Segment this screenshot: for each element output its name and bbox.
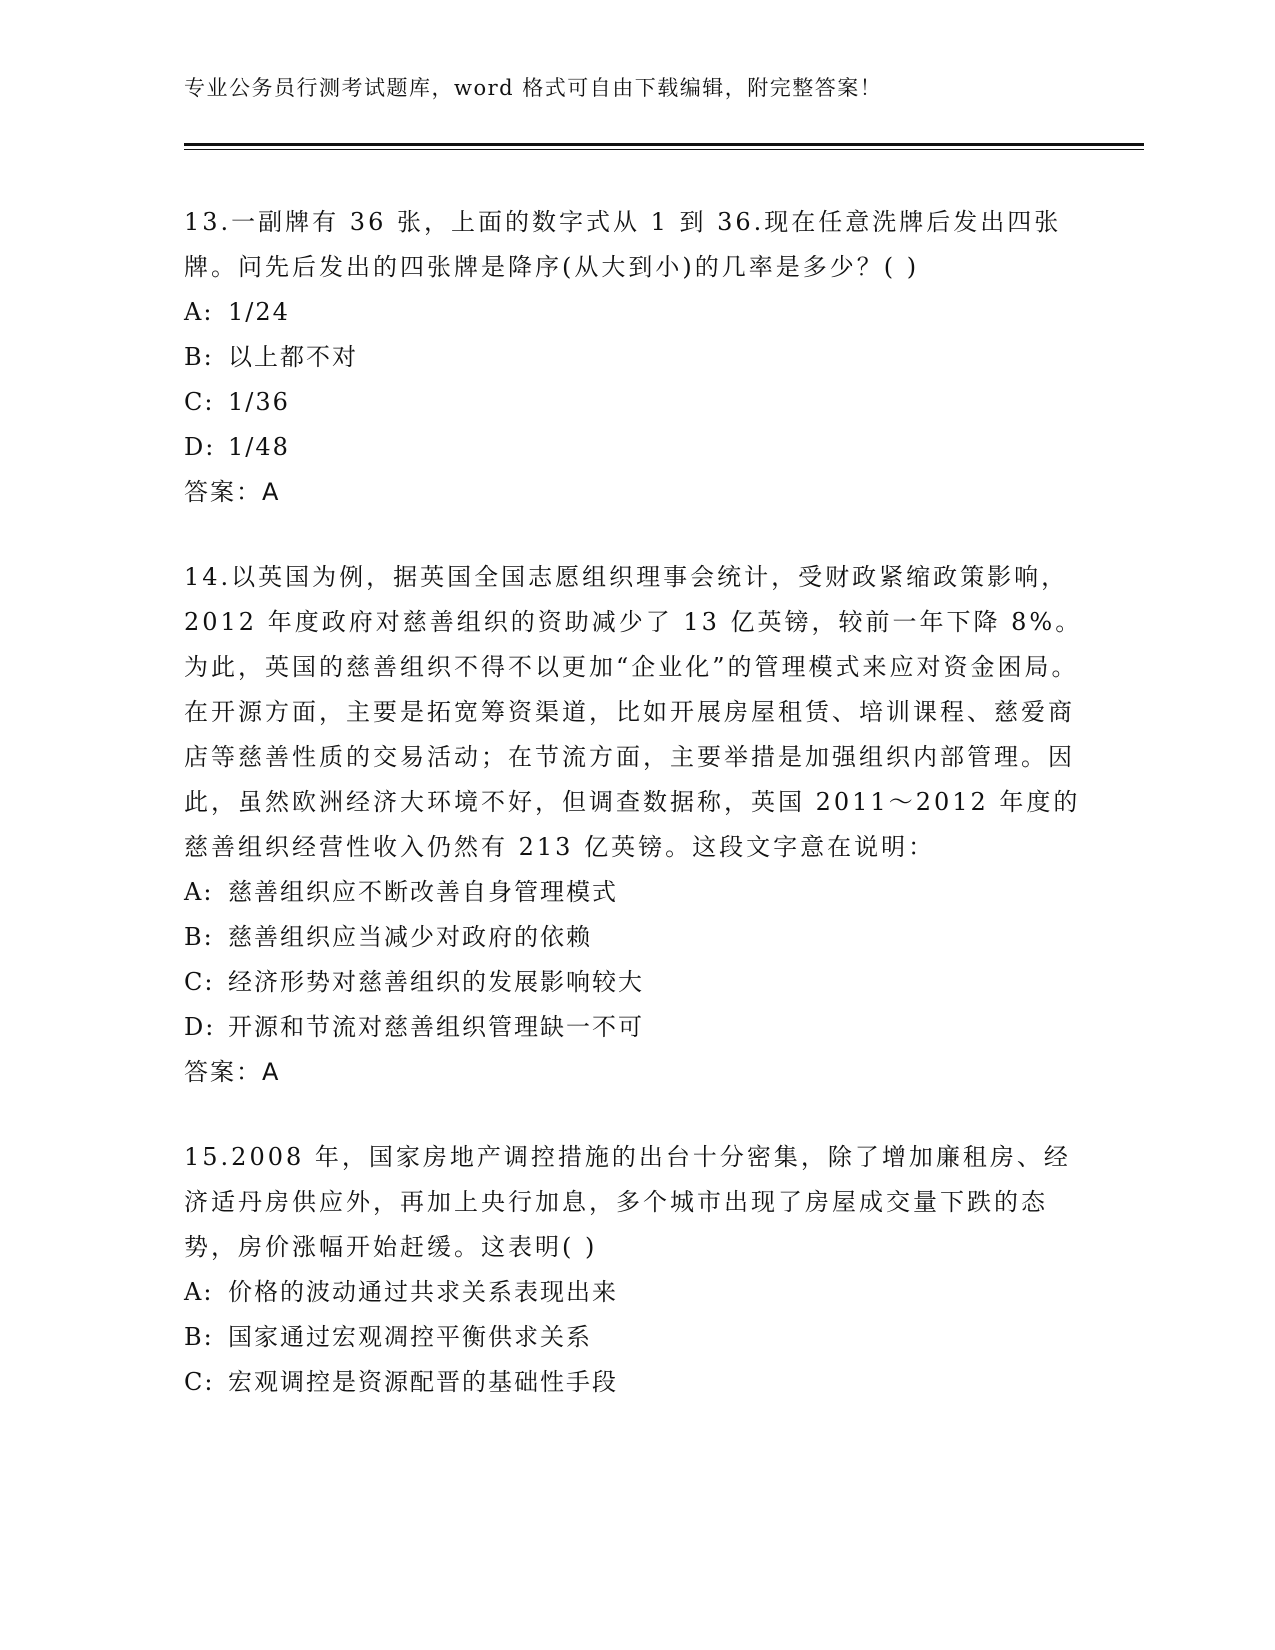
question-text: 15.2008 年，国家房地产调控措施的出台十分密集，除了增加廉租房、经济适丹房供应外，再加上央行加息，多个城市出现了房屋成交量下跌的态势，房价涨幅开始赶缓。这表明( ): [184, 1143, 1071, 1261]
option-text: 慈善组织应不断改善自身管理模式: [228, 878, 618, 906]
option-text: 国家通过宏观凋控平衡供求关系: [228, 1323, 592, 1351]
answer-line: 答案：A: [184, 1058, 281, 1086]
option-a: [184, 290, 1084, 335]
option-a: [184, 870, 1084, 915]
question-text: 14.以英国为例，据英国全国志愿组织理事会统计，受财政紧缩政策影响，2012 年度政府对慈善组织的资助减少了 13 亿英镑，较前一年下降 8%。为此，英国的慈善组织不得不以更加“企业化”的管理模式来应对资金困局。在开源方面，主要是拓宽筹资渠道，比如开展房屋租赁、培训课程、慈爱商店等慈善性质的交易活动；在节流方面，主要举措是加强组织内部管理。因此，虽然欧洲经济大环境不好，但调查数据称，英国 2011～2012 年度的慈善组织经营性收入仍然有 213 亿英镑。这段文字意在说明：: [184, 563, 1083, 861]
option-text: 1/48: [228, 433, 290, 461]
header-divider-thin: [184, 149, 1144, 150]
option-text: 宏观调控是资源配晋的基础性手段: [228, 1368, 618, 1396]
option-text: 1/24: [228, 298, 290, 326]
question-text: 13.一副牌有 36 张，上面的数字式从 1 到 36.现在任意洗牌后发出四张牌。问先后发出的四张牌是降序(从大到小)的几率是多少？( ): [184, 208, 1062, 281]
option-letter: C:: [184, 1368, 215, 1396]
option-text: 以上都不对: [228, 343, 358, 371]
option-letter: D:: [184, 433, 216, 461]
question-14: [184, 555, 1084, 1095]
option-a: [184, 1270, 1084, 1315]
header-divider-thick: [184, 143, 1144, 146]
option-letter: B:: [184, 343, 214, 371]
question-13: [184, 200, 1084, 515]
option-letter: B:: [184, 1323, 214, 1351]
option-text: 慈善组织应当减少对政府的依赖: [228, 923, 592, 951]
option-text: 开源和节流对慈善组织管理缺一不可: [228, 1013, 644, 1041]
option-b: [184, 335, 1084, 380]
option-letter: D:: [184, 1013, 216, 1041]
option-text: 经济形势对慈善组织的发展影响较大: [228, 968, 644, 996]
option-letter: C:: [184, 968, 215, 996]
option-c: [184, 380, 1084, 425]
option-b: [184, 1315, 1084, 1360]
option-d: [184, 1005, 1084, 1050]
option-text: 价格的波动通过共求关系表现出来: [228, 1278, 618, 1306]
option-b: [184, 915, 1084, 960]
option-d: [184, 425, 1084, 470]
option-letter: A:: [184, 298, 214, 326]
option-letter: C:: [184, 388, 215, 416]
page-header: 专业公务员行测考试题库，word 格式可自由下载编辑，附完整答案！: [184, 76, 883, 100]
answer-line: 答案：A: [184, 478, 281, 506]
option-letter: B:: [184, 923, 214, 951]
option-c: [184, 960, 1084, 1005]
option-text: 1/36: [228, 388, 290, 416]
option-c: [184, 1360, 1084, 1405]
question-15: [184, 1135, 1084, 1405]
option-letter: A:: [184, 878, 214, 906]
option-letter: A:: [184, 1278, 214, 1306]
question-list: [184, 200, 1084, 1445]
